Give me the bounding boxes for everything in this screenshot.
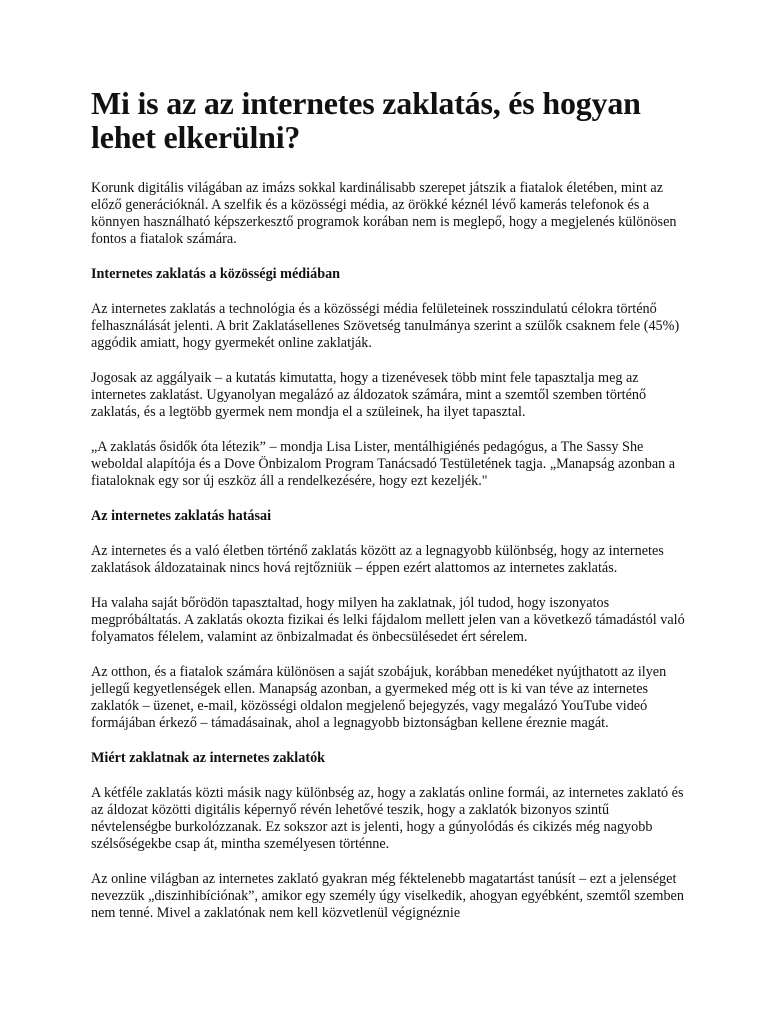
paragraph: Az internetes zaklatás a technológia és a közösségi média felületeinek rosszindulatú célokra történő felhasználását jelenti. A brit Zaklatásellenes Szövetség tanulmánya szerint a szülők csaknem fele (45%) aggódik amiatt, hogy gyermekét online zaklatják.	[91, 301, 680, 351]
paragraph: Korunk digitális világában az imázs sokkal kardinálisabb szerepet játszik a fiatalok életében, mint az előző generációknál. A szelfik és a közösségi média, az örökké kéznél lévő kamerás telefonok és a könnyen használható képszerkesztő programok korában nem is meglepő, hogy a megjelenés különösen fontos a fiatalok számára.	[91, 180, 677, 247]
section-heading: Internetes zaklatás a közösségi médiában	[91, 266, 341, 282]
article-title: Mi is az az internetes zaklatás, és hogyan lehet elkerülni?	[91, 85, 641, 155]
section-heading: Miért zaklatnak az internetes zaklatók	[91, 750, 326, 766]
paragraph: „A zaklatás ősidők óta létezik” – mondja Lisa Lister, mentálhigiénés pedagógus, a The Sassy She weboldal alapítója és a Dove Önbizalom Program Tanácsadó Testületének tagja. „Manapság azonban a fiataloknak egy sor új eszköz áll a rendelkezésére, hogy ezt kezeljék."	[91, 439, 676, 489]
paragraph: Az internetes és a való életben történő zaklatás között az a legnagyobb különbség, hogy az internetes zaklatások áldozatainak nincs hová rejtőzniük – éppen ezért alattomos az internetes zaklatás.	[91, 543, 664, 576]
section-heading: Az internetes zaklatás hatásai	[91, 508, 272, 524]
paragraph: Jogosak az aggályaik – a kutatás kimutatta, hogy a tizenévesek több mint fele tapasztalja meg az internetes zaklatást. Ugyanolyan megalázó az áldozatok számára, mint a szemtől szemben történő zaklatás, és a legtöbb gyermek nem mondja el a szüleinek, ha ilyet tapasztal.	[91, 370, 647, 420]
paragraph: Az online világban az internetes zaklató gyakran még féktelenebb magatartást tanúsít – ezt a jelenséget nevezzük „diszinhibíciónak”, amikor egy személy úgy viselkedik, ahogyan egyébként, szemtől szemben nem tenné. Mivel a zaklatónak nem kell közvetlenül végignéznie	[91, 871, 684, 921]
paragraph: Az otthon, és a fiatalok számára különösen a saját szobájuk, korábban menedéket nyújthatott az ilyen jellegű kegyetlenségek ellen. Manapság azonban, a gyermeked még ott is ki van téve az internetes zaklatók – üzenet, e-mail, közösségi oldalon megjelenő bejegyzés, vagy megalázó YouTube videó formájában érkező – támadásainak, ahol a legnagyobb biztonságban kellene éreznie magát.	[91, 664, 667, 731]
article-body	[91, 180, 691, 922]
article	[91, 86, 691, 940]
paragraph: A kétféle zaklatás közti másik nagy különbség az, hogy a zaklatás online formái, az internetes zaklató és az áldozat közötti digitális képernyő révén lehetővé teszik, hogy a zaklatók bizonyos szintű névtelenségbe burkolózzanak. Ez sokszor azt is jelenti, hogy a gúnyolódás és cikizés még nagyobb szélsőségekbe csap át, mintha személyesen történne.	[91, 785, 684, 852]
paragraph: Ha valaha saját bőrödön tapasztaltad, hogy milyen ha zaklatnak, jól tudod, hogy iszonyatos megpróbáltatás. A zaklatás okozta fizikai és lelki fájdalom mellett jelen van a következő támadástól való folyamatos félelem, valamint az önbizalmadat és önbecsülésedet ért sérelem.	[91, 595, 685, 645]
